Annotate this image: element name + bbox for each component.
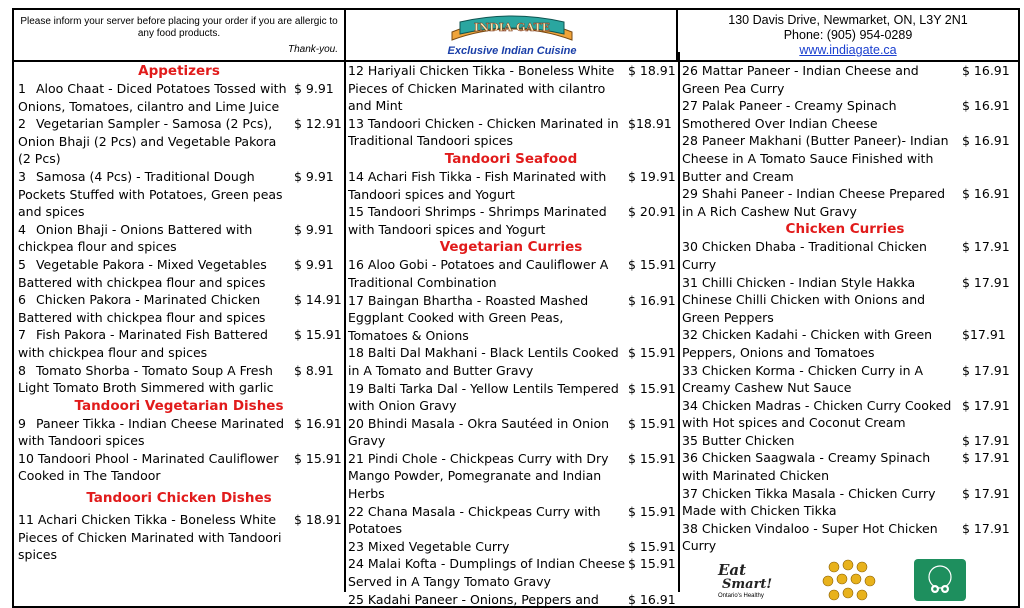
item-description: Paneer Tikka - Indian Cheese Marinated with Tandoori spices <box>18 415 285 449</box>
menu-header <box>14 10 1018 62</box>
menu-item <box>18 362 340 397</box>
item-number: 25 <box>348 591 364 607</box>
menu-item <box>682 449 1008 484</box>
item-number: 5 <box>18 256 26 272</box>
menu-item <box>682 132 1008 185</box>
item-description: Aloo Gobi - Potatoes and Cauliflower A Traditional Combination <box>348 257 609 290</box>
item-number: 30 <box>682 239 698 255</box>
award-crowd-logo <box>820 559 876 603</box>
menu-item <box>18 221 340 256</box>
category-heading: Tandoori Seafood <box>444 150 578 167</box>
website-link[interactable]: www.indiagate.ca <box>799 43 897 57</box>
item-price: $ 9.91 <box>294 168 334 184</box>
item-description: Bhindi Masala - Okra Sautéed in Onion Gravy <box>348 415 610 449</box>
category-heading: Chicken Curries <box>785 221 905 238</box>
item-price: $ 12.91 <box>294 116 342 132</box>
item-price: $ 17.91 <box>962 520 1010 536</box>
menu-item <box>682 62 1008 97</box>
item-description: Achari Fish Tikka - Fish Marinated with Tandoori spices and Yogurt <box>348 168 607 202</box>
address: 130 Davis Drive, Newmarket, ON, L3Y 2N1 <box>728 13 968 27</box>
menu-item <box>18 511 340 564</box>
item-price: $ 17.91 <box>962 485 1010 501</box>
item-description: Shahi Paneer - Indian Cheese Prepared in A Rich Cashew Nut Gravy <box>682 186 946 219</box>
menu-item <box>348 503 674 538</box>
item-number: 13 <box>348 115 364 131</box>
item-description: Chicken Korma - Chicken Curry in A Creamy Cashew Nut Sauce <box>682 362 924 396</box>
item-number: 31 <box>682 274 698 290</box>
item-number: 35 <box>682 432 698 448</box>
menu-item <box>682 485 1008 520</box>
item-price: $ 15.91 <box>628 345 676 361</box>
item-number: 11 <box>18 512 34 528</box>
item-number: 12 <box>348 63 364 78</box>
menu-item <box>18 326 340 361</box>
menu-item <box>18 291 340 326</box>
item-number: 9 <box>18 415 26 431</box>
item-description: Balti Tarka Dal - Yellow Lentils Tempered with Onion Gravy <box>348 380 619 414</box>
item-description: Tomato Shorba - Tomato Soup A Fresh Light Tomato Broth Simmered with garlic <box>18 362 274 396</box>
item-number: 8 <box>18 362 26 378</box>
item-description: Hariyali Chicken Tikka - Boneless White Pieces of Chicken Marinated with cilantro and Mint <box>348 63 615 114</box>
menu-item <box>348 115 674 150</box>
menu-column-3 <box>682 62 1008 601</box>
item-price: $ 15.91 <box>628 556 676 572</box>
item-description: Fish Pakora - Marinated Fish Battered with chickpea flour and spices <box>18 327 268 360</box>
item-number: 38 <box>682 520 698 536</box>
eat-smart-word-2: Smart! <box>722 577 773 593</box>
category-heading: Tandoori Chicken Dishes <box>86 490 272 507</box>
item-price: $ 9.91 <box>294 221 334 237</box>
item-price: $ 17.91 <box>962 239 1010 255</box>
item-description: Mixed Vegetable Curry <box>363 538 510 554</box>
menu-item <box>682 274 1008 327</box>
item-description: Balti Dal Makhani - Black Lentils Cooked in A Tomato and Butter Gravy <box>348 345 619 378</box>
tripadvisor-excellence-logo <box>914 559 966 601</box>
menu-item <box>18 450 340 485</box>
item-price: $ 14.91 <box>294 292 342 308</box>
item-price: $ 16.91 <box>962 63 1010 78</box>
item-price: $ 16.91 <box>628 591 676 607</box>
menu-item <box>682 362 1008 397</box>
allergy-notice-text: Please inform your server before placing your order if you are allergic to any food products. <box>20 16 338 39</box>
item-number: 2 <box>18 116 26 132</box>
column-divider <box>678 52 680 592</box>
thank-you-text: Thank-you. <box>287 44 338 55</box>
item-number: 20 <box>348 415 364 431</box>
category-heading: Vegetarian Curries <box>439 239 583 256</box>
item-description: Chicken Kadahi - Chicken with Green Peppers, Onions and Tomatoes <box>682 327 933 360</box>
menu-item <box>348 450 674 503</box>
menu-item <box>682 238 1008 273</box>
category-heading: Tandoori Vegetarian Dishes <box>74 397 284 414</box>
menu-item <box>348 380 674 415</box>
item-price: $ 16.91 <box>628 292 676 308</box>
item-price: $ 17.91 <box>962 362 1010 378</box>
item-number: 29 <box>682 186 698 202</box>
item-number: 19 <box>348 380 364 396</box>
item-description: Onion Bhaji - Onions Battered with chickpea flour and spices <box>18 221 253 255</box>
item-description: Mattar Paneer - Indian Cheese and Green Pea Curry <box>682 63 919 96</box>
item-price: $ 15.91 <box>628 450 676 466</box>
item-description: Kadahi Paneer - Onions, Peppers and <box>363 591 599 607</box>
item-number: 23 <box>348 538 364 554</box>
item-number: 7 <box>18 327 26 343</box>
item-price: $ 16.91 <box>962 186 1010 202</box>
item-price: $ 15.91 <box>628 415 676 431</box>
item-price: $17.91 <box>962 327 1006 343</box>
item-number: 10 <box>18 450 34 466</box>
item-price: $ 16.91 <box>962 133 1010 149</box>
item-number: 32 <box>682 327 698 343</box>
allergy-notice <box>14 10 346 60</box>
item-price: $ 16.91 <box>294 415 342 431</box>
item-price: $ 16.91 <box>962 98 1010 114</box>
menu-item <box>18 168 340 221</box>
item-price: $ 17.91 <box>962 274 1010 290</box>
india-gate-logo <box>446 14 578 42</box>
item-description: Pindi Chole - Chickpeas Curry with Dry Mango Powder, Pomegranate and Indian Herbs <box>348 450 609 502</box>
logo-text: INDIA GATE <box>473 21 551 34</box>
menu-item <box>348 344 674 379</box>
menu-item <box>682 326 1008 361</box>
item-description: Baingan Bhartha - Roasted Mashed Eggplant Cooked with Green Peas, Tomatoes & Onions <box>348 292 589 343</box>
item-price: $ 15.91 <box>628 380 676 396</box>
tagline: Exclusive Indian Cuisine <box>447 45 577 57</box>
item-description: Chana Masala - Chickpeas Curry with Potatoes <box>348 503 601 537</box>
item-price: $ 17.91 <box>962 397 1010 413</box>
item-description: Tandoori Shrimps - Shrimps Marinated with Tandoori spices and Yogurt <box>348 204 607 237</box>
item-price: $ 18.91 <box>628 63 676 78</box>
menu-item <box>682 397 1008 432</box>
item-price: $ 15.91 <box>294 327 342 343</box>
item-description: Vegetable Pakora - Mixed Vegetables Battered with chickpea flour and spices <box>18 256 267 290</box>
item-description: Palak Paneer - Creamy Spinach Smothered Over Indian Cheese <box>682 98 897 131</box>
logo-cell <box>346 10 678 60</box>
item-description: Chicken Dhaba - Traditional Chicken Curry <box>682 239 927 272</box>
item-number: 24 <box>348 556 364 572</box>
item-description: Malai Kofta - Dumplings of Indian Cheese Served in A Tangy Tomato Gravy <box>348 556 626 590</box>
item-number: 37 <box>682 485 698 501</box>
item-number: 16 <box>348 257 364 273</box>
item-number: 27 <box>682 98 698 114</box>
menu-item <box>682 432 1008 450</box>
item-price: $ 9.91 <box>294 256 334 272</box>
item-number: 18 <box>348 345 364 361</box>
item-price: $ 15.91 <box>628 538 676 554</box>
item-price: $ 8.91 <box>294 362 334 378</box>
item-price: $ 20.91 <box>628 204 676 220</box>
item-number: 4 <box>18 221 26 237</box>
item-number: 1 <box>18 81 26 96</box>
item-description: Paneer Makhani (Butter Paneer)- Indian Cheese in A Tomato Sauce Finished with Butter and Cream <box>682 133 949 184</box>
menu-item <box>18 256 340 291</box>
column-divider <box>344 52 346 592</box>
item-description: Achari Chicken Tikka - Boneless White Pieces of Chicken Marinated with Tandoori spices <box>18 512 282 563</box>
menu-item <box>348 168 674 203</box>
item-description: Chicken Vindaloo - Super Hot Chicken Curry <box>682 520 938 554</box>
item-number: 21 <box>348 450 364 466</box>
item-description: Chicken Saagwala - Creamy Spinach with Marinated Chicken <box>682 450 931 484</box>
menu-item <box>682 185 1008 220</box>
item-price: $ 15.91 <box>294 450 342 466</box>
menu-item <box>348 415 674 450</box>
item-description: Samosa (4 Pcs) - Traditional Dough Pockets Stuffed with Potatoes, Green peas and spices <box>18 168 283 220</box>
item-number: 33 <box>682 362 698 378</box>
item-number: 14 <box>348 168 364 184</box>
item-price: $ 17.91 <box>962 450 1010 466</box>
item-description: Vegetarian Sampler - Samosa (2 Pcs), Onion Bhaji (2 Pcs) and Vegetable Pakora (2 Pcs) <box>18 116 277 167</box>
item-number: 26 <box>682 63 698 78</box>
menu-item <box>682 520 1008 555</box>
menu-item <box>18 415 340 450</box>
eat-smart-caption: Ontario's Healthy <box>718 593 764 600</box>
item-description: Aloo Chaat - Diced Potatoes Tossed with Onions, Tomatoes, cilantro and Lime Juice <box>18 81 287 114</box>
item-description: Tandoori Chicken - Chicken Marinated in Traditional Tandoori spices <box>348 115 619 149</box>
item-number: 34 <box>682 397 698 413</box>
item-price: $ 15.91 <box>628 257 676 273</box>
menu-item <box>348 203 674 238</box>
phone: Phone: (905) 954-0289 <box>783 28 913 42</box>
item-price: $ 19.91 <box>628 168 676 184</box>
item-number: 22 <box>348 503 364 519</box>
item-description: Butter Chicken <box>697 432 795 448</box>
menu-item <box>18 80 340 115</box>
item-number: 17 <box>348 292 364 308</box>
menu-item <box>682 97 1008 132</box>
menu-item <box>348 555 674 590</box>
menu-item <box>348 292 674 345</box>
item-price: $ 9.91 <box>294 81 334 96</box>
item-number: 6 <box>18 292 26 308</box>
item-number: 28 <box>682 133 698 149</box>
item-number: 36 <box>682 450 698 466</box>
award-badges <box>682 559 1008 601</box>
category-heading: Appetizers <box>138 63 220 79</box>
eat-smart-word-1: Eat <box>718 561 747 580</box>
item-price: $18.91 <box>628 115 672 131</box>
menu-item <box>348 591 674 608</box>
contact-cell <box>678 10 1018 60</box>
item-price: $ 17.91 <box>962 432 1010 448</box>
menu-item <box>348 538 674 556</box>
item-description: Chicken Tikka Masala - Chicken Curry Made with Chicken Tikka <box>682 485 936 519</box>
item-price: $ 18.91 <box>294 512 342 528</box>
menu-item <box>348 62 674 115</box>
menu-item <box>348 256 674 291</box>
eat-smart-logo <box>718 559 773 601</box>
item-description: Chilli Chicken - Indian Style Hakka Chinese Chilli Chicken with Onions and Green Peppers <box>682 274 926 325</box>
item-price: $ 15.91 <box>628 503 676 519</box>
menu-column-2 <box>348 62 674 608</box>
item-description: Chicken Pakora - Marinated Chicken Battered with chickpea flour and spices <box>18 292 266 325</box>
menu-column-1 <box>18 62 340 564</box>
item-description: Tandoori Phool - Marinated Cauliflower Cooked in The Tandoor <box>18 450 279 484</box>
item-description: Chicken Madras - Chicken Curry Cooked with Hot spices and Coconut Cream <box>682 397 952 431</box>
menu-item <box>18 115 340 168</box>
item-number: 15 <box>348 204 364 220</box>
item-number: 3 <box>18 168 26 184</box>
